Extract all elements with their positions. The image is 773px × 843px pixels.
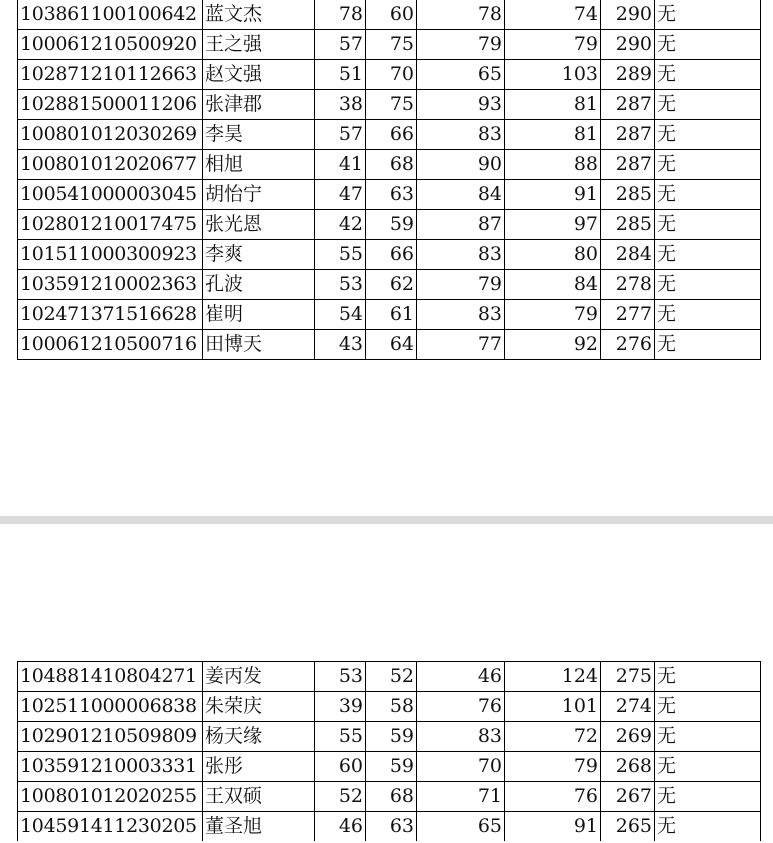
score-2-cell: 64 — [366, 330, 417, 360]
total-score-cell: 278 — [601, 270, 655, 300]
score-1-cell: 51 — [315, 60, 366, 90]
score-2-cell: 58 — [366, 692, 417, 722]
note-cell: 无 — [655, 210, 761, 240]
candidate-id-cell: 102471371516628 — [18, 300, 203, 330]
score-table-bottom-body — [18, 662, 761, 842]
table-row — [18, 752, 761, 782]
table-row — [18, 240, 761, 270]
candidate-name-cell: 孔波 — [203, 270, 315, 300]
table-row — [18, 722, 761, 752]
score-1-cell: 53 — [315, 662, 366, 692]
score-4-cell: 97 — [505, 210, 601, 240]
page-separator — [0, 516, 773, 524]
note-cell: 无 — [655, 722, 761, 752]
score-table-bottom — [17, 661, 761, 841]
total-score-cell: 277 — [601, 300, 655, 330]
score-4-cell: 124 — [505, 662, 601, 692]
score-1-cell: 43 — [315, 330, 366, 360]
score-4-cell: 74 — [505, 0, 601, 30]
score-3-cell: 84 — [417, 180, 505, 210]
score-4-cell: 88 — [505, 150, 601, 180]
candidate-id-cell: 103861100100642 — [18, 0, 203, 30]
note-cell: 无 — [655, 692, 761, 722]
total-score-cell: 285 — [601, 180, 655, 210]
score-4-cell: 72 — [505, 722, 601, 752]
candidate-name-cell: 李昊 — [203, 120, 315, 150]
candidate-id-cell: 100801012030269 — [18, 120, 203, 150]
score-1-cell: 60 — [315, 752, 366, 782]
note-cell: 无 — [655, 240, 761, 270]
score-table-top — [17, 0, 761, 360]
table-row — [18, 90, 761, 120]
score-4-cell: 103 — [505, 60, 601, 90]
total-score-cell: 274 — [601, 692, 655, 722]
table-row — [18, 812, 761, 842]
score-1-cell: 55 — [315, 240, 366, 270]
score-2-cell: 66 — [366, 240, 417, 270]
candidate-name-cell: 张津郡 — [203, 90, 315, 120]
score-2-cell: 59 — [366, 722, 417, 752]
score-1-cell: 46 — [315, 812, 366, 842]
score-2-cell: 61 — [366, 300, 417, 330]
note-cell: 无 — [655, 180, 761, 210]
table-row — [18, 60, 761, 90]
score-3-cell: 83 — [417, 240, 505, 270]
candidate-id-cell: 102881500011206 — [18, 90, 203, 120]
note-cell: 无 — [655, 150, 761, 180]
score-4-cell: 92 — [505, 330, 601, 360]
total-score-cell: 285 — [601, 210, 655, 240]
total-score-cell: 276 — [601, 330, 655, 360]
candidate-name-cell: 王双硕 — [203, 782, 315, 812]
score-3-cell: 78 — [417, 0, 505, 30]
score-2-cell: 75 — [366, 90, 417, 120]
score-1-cell: 47 — [315, 180, 366, 210]
score-1-cell: 38 — [315, 90, 366, 120]
score-4-cell: 80 — [505, 240, 601, 270]
score-4-cell: 91 — [505, 180, 601, 210]
score-1-cell: 57 — [315, 30, 366, 60]
candidate-id-cell: 102511000006838 — [18, 692, 203, 722]
total-score-cell: 268 — [601, 752, 655, 782]
note-cell: 无 — [655, 60, 761, 90]
score-1-cell: 39 — [315, 692, 366, 722]
score-3-cell: 83 — [417, 120, 505, 150]
score-2-cell: 52 — [366, 662, 417, 692]
table-row — [18, 180, 761, 210]
candidate-name-cell: 姜丙发 — [203, 662, 315, 692]
score-3-cell: 77 — [417, 330, 505, 360]
table-row — [18, 300, 761, 330]
score-2-cell: 63 — [366, 180, 417, 210]
candidate-id-cell: 104881410804271 — [18, 662, 203, 692]
total-score-cell: 265 — [601, 812, 655, 842]
score-2-cell: 75 — [366, 30, 417, 60]
table-row — [18, 120, 761, 150]
candidate-id-cell: 100061210500716 — [18, 330, 203, 360]
total-score-cell: 287 — [601, 150, 655, 180]
score-1-cell: 52 — [315, 782, 366, 812]
candidate-id-cell: 103591210003331 — [18, 752, 203, 782]
total-score-cell: 289 — [601, 60, 655, 90]
table-row — [18, 210, 761, 240]
score-3-cell: 83 — [417, 722, 505, 752]
score-3-cell: 90 — [417, 150, 505, 180]
score-3-cell: 76 — [417, 692, 505, 722]
table-row — [18, 782, 761, 812]
note-cell: 无 — [655, 752, 761, 782]
note-cell: 无 — [655, 30, 761, 60]
candidate-id-cell: 100541000003045 — [18, 180, 203, 210]
note-cell: 无 — [655, 662, 761, 692]
candidate-name-cell: 王之强 — [203, 30, 315, 60]
score-4-cell: 79 — [505, 300, 601, 330]
score-1-cell: 42 — [315, 210, 366, 240]
candidate-name-cell: 相旭 — [203, 150, 315, 180]
candidate-id-cell: 104591411230205 — [18, 812, 203, 842]
score-4-cell: 79 — [505, 752, 601, 782]
score-1-cell: 78 — [315, 0, 366, 30]
score-4-cell: 101 — [505, 692, 601, 722]
score-1-cell: 54 — [315, 300, 366, 330]
score-1-cell: 55 — [315, 722, 366, 752]
candidate-id-cell: 102801210017475 — [18, 210, 203, 240]
score-2-cell: 59 — [366, 752, 417, 782]
total-score-cell: 275 — [601, 662, 655, 692]
score-4-cell: 76 — [505, 782, 601, 812]
score-2-cell: 62 — [366, 270, 417, 300]
score-4-cell: 81 — [505, 90, 601, 120]
note-cell: 无 — [655, 782, 761, 812]
score-3-cell: 79 — [417, 270, 505, 300]
note-cell: 无 — [655, 300, 761, 330]
table-row — [18, 692, 761, 722]
candidate-id-cell: 102871210112663 — [18, 60, 203, 90]
candidate-name-cell: 杨天缘 — [203, 722, 315, 752]
candidate-name-cell: 张彤 — [203, 752, 315, 782]
score-4-cell: 91 — [505, 812, 601, 842]
score-4-cell: 84 — [505, 270, 601, 300]
table-row — [18, 330, 761, 360]
table-row — [18, 150, 761, 180]
candidate-id-cell: 100061210500920 — [18, 30, 203, 60]
candidate-name-cell: 张光恩 — [203, 210, 315, 240]
table-row — [18, 0, 761, 30]
score-2-cell: 59 — [366, 210, 417, 240]
table-row — [18, 662, 761, 692]
note-cell: 无 — [655, 812, 761, 842]
candidate-name-cell: 李爽 — [203, 240, 315, 270]
score-2-cell: 63 — [366, 812, 417, 842]
score-2-cell: 68 — [366, 782, 417, 812]
score-1-cell: 41 — [315, 150, 366, 180]
candidate-id-cell: 100801012020255 — [18, 782, 203, 812]
score-3-cell: 65 — [417, 812, 505, 842]
score-3-cell: 87 — [417, 210, 505, 240]
total-score-cell: 284 — [601, 240, 655, 270]
score-3-cell: 65 — [417, 60, 505, 90]
candidate-id-cell: 100801012020677 — [18, 150, 203, 180]
note-cell: 无 — [655, 90, 761, 120]
score-3-cell: 83 — [417, 300, 505, 330]
score-2-cell: 66 — [366, 120, 417, 150]
note-cell: 无 — [655, 120, 761, 150]
total-score-cell: 267 — [601, 782, 655, 812]
score-3-cell: 70 — [417, 752, 505, 782]
document-page-bottom — [0, 524, 773, 843]
score-1-cell: 53 — [315, 270, 366, 300]
candidate-name-cell: 朱荣庆 — [203, 692, 315, 722]
score-3-cell: 46 — [417, 662, 505, 692]
candidate-name-cell: 胡怡宁 — [203, 180, 315, 210]
score-4-cell: 79 — [505, 30, 601, 60]
score-3-cell: 79 — [417, 30, 505, 60]
total-score-cell: 269 — [601, 722, 655, 752]
candidate-name-cell: 田博天 — [203, 330, 315, 360]
score-3-cell: 71 — [417, 782, 505, 812]
candidate-name-cell: 蓝文杰 — [203, 0, 315, 30]
total-score-cell: 287 — [601, 90, 655, 120]
candidate-name-cell: 崔明 — [203, 300, 315, 330]
note-cell: 无 — [655, 330, 761, 360]
note-cell: 无 — [655, 0, 761, 30]
note-cell: 无 — [655, 270, 761, 300]
score-2-cell: 60 — [366, 0, 417, 30]
total-score-cell: 290 — [601, 30, 655, 60]
score-1-cell: 57 — [315, 120, 366, 150]
score-2-cell: 70 — [366, 60, 417, 90]
score-3-cell: 93 — [417, 90, 505, 120]
candidate-id-cell: 101511000300923 — [18, 240, 203, 270]
candidate-id-cell: 102901210509809 — [18, 722, 203, 752]
total-score-cell: 290 — [601, 0, 655, 30]
score-2-cell: 68 — [366, 150, 417, 180]
candidate-id-cell: 103591210002363 — [18, 270, 203, 300]
candidate-name-cell: 赵文强 — [203, 60, 315, 90]
table-row — [18, 270, 761, 300]
score-4-cell: 81 — [505, 120, 601, 150]
score-table-top-body — [18, 0, 761, 360]
candidate-name-cell: 董圣旭 — [203, 812, 315, 842]
table-row — [18, 30, 761, 60]
total-score-cell: 287 — [601, 120, 655, 150]
